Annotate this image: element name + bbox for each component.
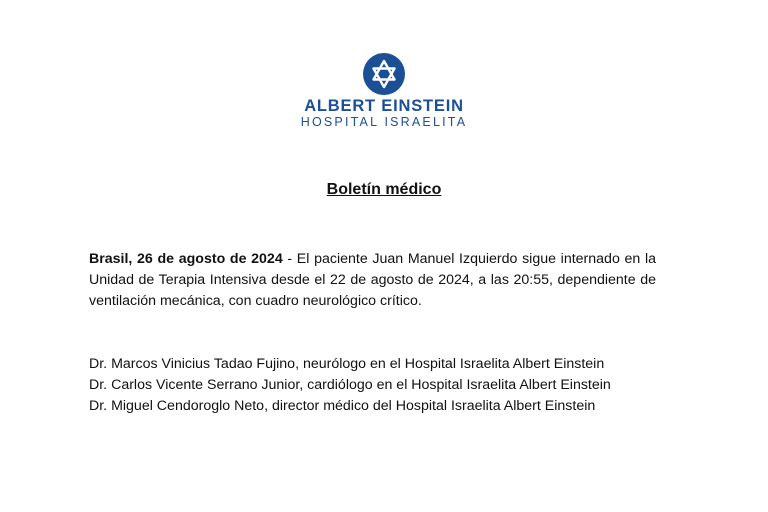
document-title: Boletín médico <box>326 181 442 198</box>
signatory: Dr. Carlos Vicente Serrano Junior, cardiólogo en el Hospital Israelita Albert Einstein <box>89 377 611 393</box>
logo-name: ALBERT EINSTEIN <box>304 97 464 115</box>
hospital-logo <box>300 52 468 129</box>
star-of-david-emblem-icon <box>362 52 406 96</box>
dateline: Brasil, 26 de agosto de 2024 <box>89 251 283 267</box>
logo-subtitle: HOSPITAL ISRAELITA <box>300 115 468 129</box>
signatory: Dr. Marcos Vinicius Tadao Fujino, neurólogo en el Hospital Israelita Albert Einstein <box>89 356 605 372</box>
signatory: Dr. Miguel Cendoroglo Neto, director médico del Hospital Israelita Albert Einstein <box>89 398 596 414</box>
signatories-list <box>89 354 689 417</box>
bulletin-paragraph <box>89 249 656 312</box>
bulletin-body: - El paciente Juan Manuel Izquierdo sigue internado en la Unidad de Terapia Intensiva desde el 22 de agosto de 2024, a las 20:55, dependiente de ventilación mecánica, con cuadro neurológico crítico. <box>89 251 657 309</box>
